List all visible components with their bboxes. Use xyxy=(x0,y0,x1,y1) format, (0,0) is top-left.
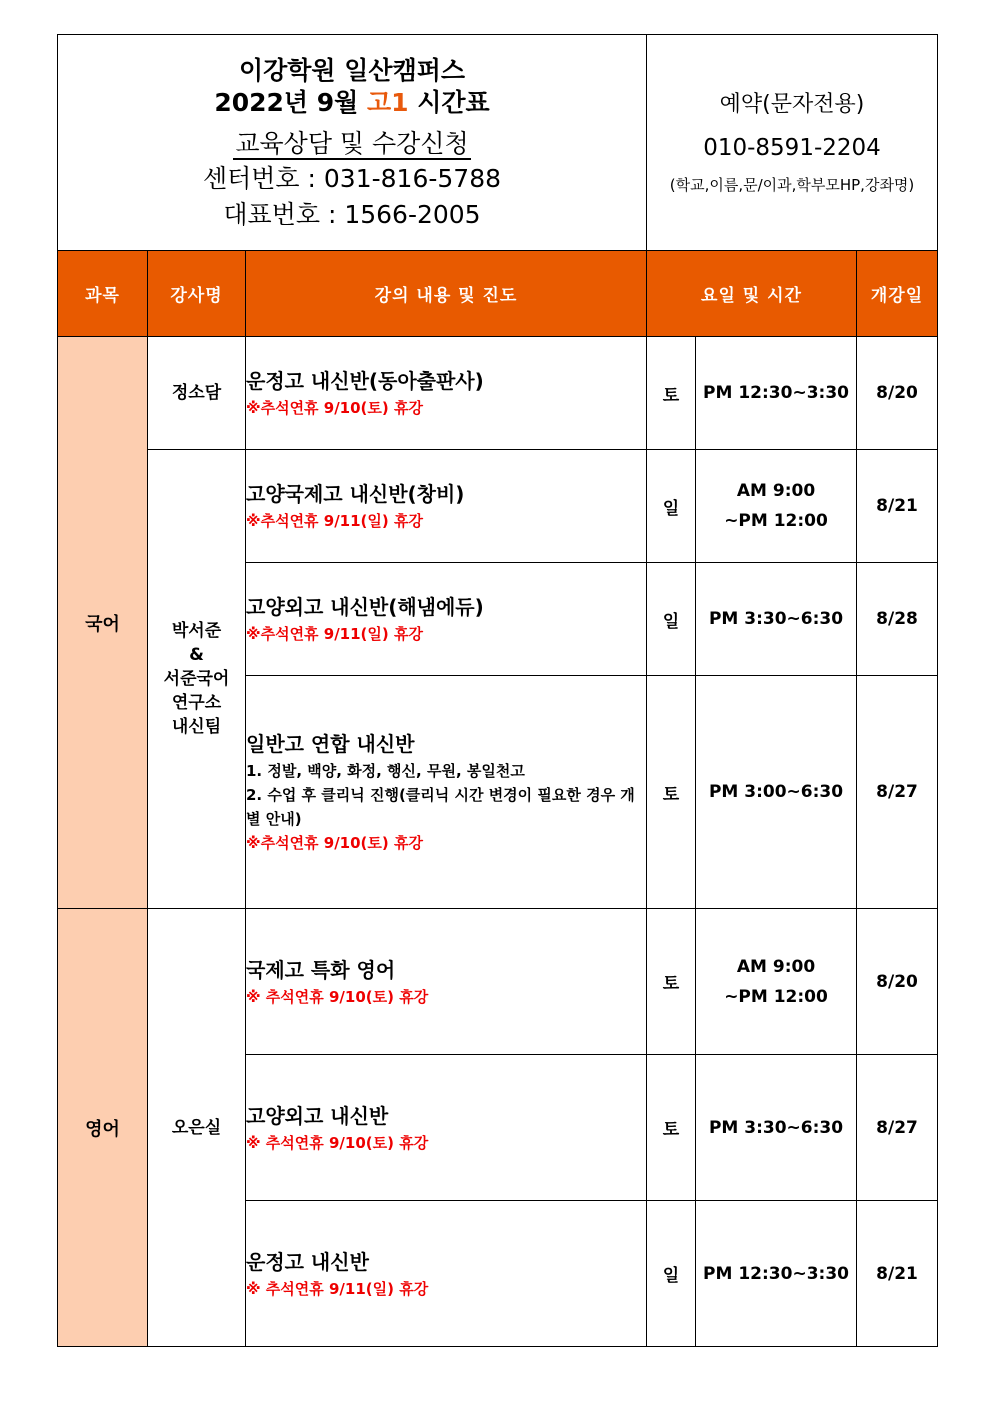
teacher-name: 정소담 xyxy=(148,337,246,450)
subject-korean: 국어 xyxy=(58,337,148,909)
holiday-note: ※추석연휴 9/10(토) 휴강 xyxy=(246,399,423,417)
column-header-row xyxy=(58,251,938,337)
course-time xyxy=(696,676,857,909)
col-schedule: 요일 및 시간 xyxy=(647,251,857,337)
teacher-name: 오은실 xyxy=(148,909,246,1347)
consult-heading xyxy=(58,127,646,161)
main-phone: 대표번호 : 1566-2005 xyxy=(223,199,481,229)
reservation-info xyxy=(647,35,938,251)
time-line: PM 12:30~3:30 xyxy=(703,1263,849,1284)
start-date: 8/20 xyxy=(857,909,938,1055)
header-info xyxy=(58,35,647,251)
table-row xyxy=(58,909,938,1055)
subject-english: 영어 xyxy=(58,909,148,1347)
course-title: 운정고 내신반(동아출판사) xyxy=(246,369,484,393)
table-row xyxy=(58,337,938,450)
teacher-line: 내신팀 xyxy=(171,717,222,737)
col-subject: 과목 xyxy=(58,251,148,337)
time-line: PM 3:00~6:30 xyxy=(708,782,844,802)
reserve-phone: 010-8591-2204 xyxy=(703,134,881,161)
time-line: AM 9:00 xyxy=(736,481,816,501)
start-date: 8/21 xyxy=(857,450,938,563)
time-line: ~PM 12:00 xyxy=(724,511,828,531)
course-time xyxy=(696,337,857,450)
course-time xyxy=(696,450,857,563)
teacher-line: 박서준 xyxy=(171,621,222,641)
teacher-line: 서준국어 xyxy=(163,669,230,689)
course-time xyxy=(696,1055,857,1201)
holiday-note: ※ 추석연휴 9/10(토) 휴강 xyxy=(246,1133,429,1152)
course-content xyxy=(246,676,647,909)
start-date: 8/28 xyxy=(857,563,938,676)
course-detail: 2. 수업 후 클리닉 진행(클리닉 시간 변경이 필요한 경우 개별 안내) xyxy=(246,786,635,828)
start-date: 8/20 xyxy=(857,337,938,450)
col-content: 강의 내용 및 진도 xyxy=(246,251,647,337)
holiday-note: ※추석연휴 9/11(일) 휴강 xyxy=(246,512,423,530)
timetable xyxy=(57,34,938,1347)
course-content xyxy=(246,563,647,676)
header-row xyxy=(58,35,938,251)
course-day: 토 xyxy=(647,676,696,909)
title-prefix: 2022년 9월 xyxy=(214,87,367,117)
reserve-label: 예약(문자전용) xyxy=(719,91,865,117)
holiday-note: ※ 추석연휴 9/10(토) 휴강 xyxy=(246,987,429,1006)
start-date: 8/27 xyxy=(857,1055,938,1201)
center-phone: 센터번호 : 031-816-5788 xyxy=(202,163,502,193)
title-suffix: 시간표 xyxy=(408,87,490,117)
page-title xyxy=(58,87,646,119)
holiday-note: ※ 추석연휴 9/11(일) 휴강 xyxy=(246,1279,429,1298)
academy-name: 이강학원 일산캠퍼스 xyxy=(238,55,466,85)
course-title: 국제고 특화 영어 xyxy=(246,957,396,982)
course-title: 고양국제고 내신반(창비) xyxy=(246,482,465,506)
course-detail: 1. 정발, 백양, 화정, 행신, 무원, 봉일천고 xyxy=(246,762,525,780)
time-line: PM 3:30~6:30 xyxy=(708,609,844,629)
course-title: 고양외고 내신반 xyxy=(246,1103,389,1128)
course-day: 토 xyxy=(647,1055,696,1201)
time-line: ~PM 12:00 xyxy=(724,986,828,1007)
course-content xyxy=(246,1201,647,1347)
teacher-line: & xyxy=(189,645,204,665)
reserve-note: (학교,이름,문/이과,학부모HP,강좌명) xyxy=(669,175,915,194)
course-title: 고양외고 내신반(해냄에듀) xyxy=(246,595,484,619)
course-day: 토 xyxy=(647,337,696,450)
course-time xyxy=(696,1201,857,1347)
time-line: PM 3:30~6:30 xyxy=(708,1117,844,1138)
course-content xyxy=(246,909,647,1055)
holiday-note: ※추석연휴 9/11(일) 휴강 xyxy=(246,625,423,643)
teacher-name xyxy=(148,450,246,909)
course-time xyxy=(696,909,857,1055)
course-content xyxy=(246,337,647,450)
course-day: 일 xyxy=(647,563,696,676)
consult-text: 교육상담 및 수강신청 xyxy=(235,128,469,158)
teacher-line: 연구소 xyxy=(171,693,222,713)
course-title: 일반고 연합 내신반 xyxy=(246,732,415,756)
col-start: 개강일 xyxy=(857,251,938,337)
time-line: AM 9:00 xyxy=(736,956,816,977)
title-grade: 고1 xyxy=(367,87,409,117)
table-row xyxy=(58,450,938,563)
course-content xyxy=(246,450,647,563)
start-date: 8/27 xyxy=(857,676,938,909)
course-day: 일 xyxy=(647,450,696,563)
time-line: PM 12:30~3:30 xyxy=(703,383,849,403)
holiday-note: ※추석연휴 9/10(토) 휴강 xyxy=(246,834,423,852)
course-time xyxy=(696,563,857,676)
col-teacher: 강사명 xyxy=(148,251,246,337)
course-day: 토 xyxy=(647,909,696,1055)
course-content xyxy=(246,1055,647,1201)
course-title: 운정고 내신반 xyxy=(246,1249,369,1274)
start-date: 8/21 xyxy=(857,1201,938,1347)
course-day: 일 xyxy=(647,1201,696,1347)
